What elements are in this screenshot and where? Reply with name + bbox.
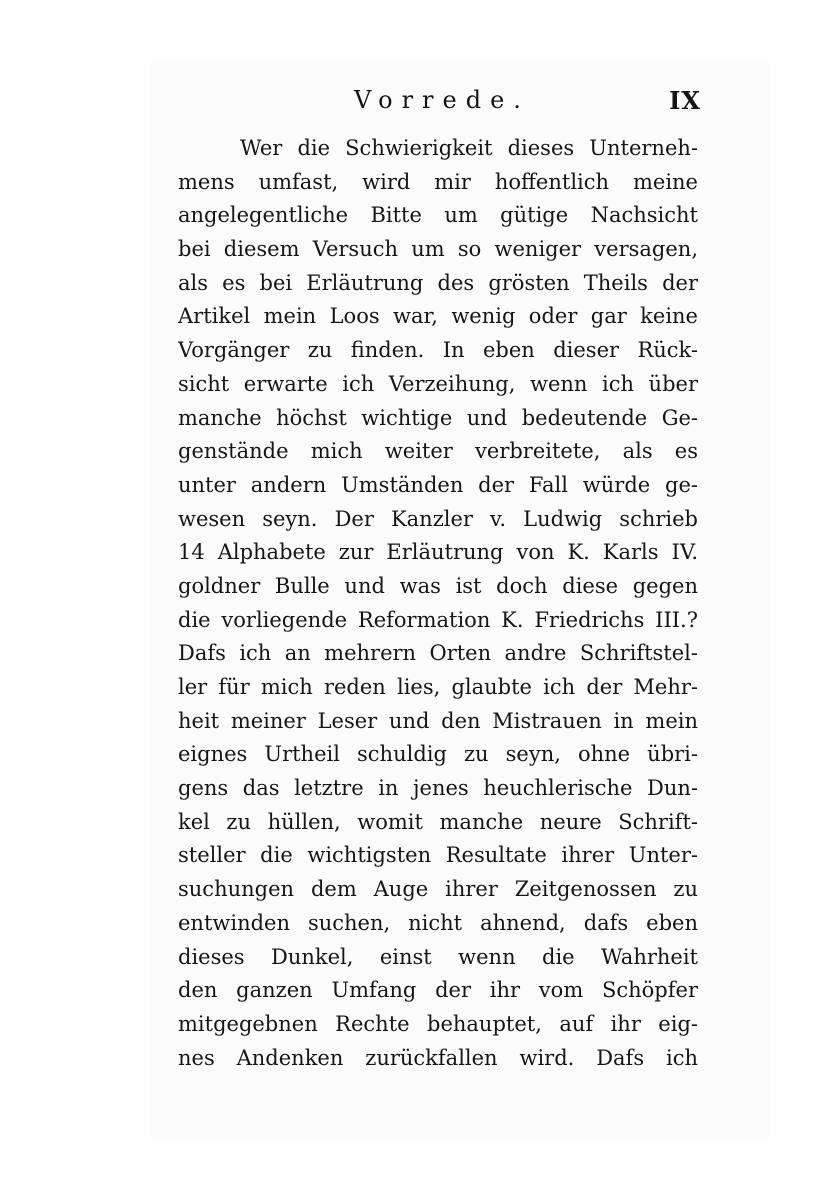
text-line: die vorliegende Reformation K. Friedrichs III.? — [178, 607, 698, 632]
text-line: heit meiner Leser und den Mistrauen in mein — [178, 708, 698, 733]
text-line: genstände mich weiter verbreitete, als es — [178, 439, 698, 464]
text-line: manche höchst wichtige und bedeutende Ge- — [178, 405, 698, 430]
body-text — [178, 132, 698, 1075]
text-line: den ganzen Umfang der ihr vom Schöpfer — [178, 978, 698, 1003]
text-line: 14 Alphabete zur Erläutrung von K. Karls IV. — [178, 540, 698, 565]
text-line: steller die wichtigsten Resultate ihrer Unter- — [178, 843, 698, 868]
page-number: IX — [669, 86, 701, 115]
text-line: goldner Bulle und was ist doch diese gegen — [178, 573, 698, 598]
text-line: bei diesem Versuch um so weniger versagen, — [178, 237, 698, 262]
text-line: Wer die Schwierigkeit dieses Unterneh- — [240, 136, 698, 160]
page-header — [177, 86, 705, 118]
running-title: Vorrede. — [354, 86, 530, 114]
text-line: Dafs ich an mehrern Orten andre Schriftstel- — [178, 641, 698, 666]
text-line: dieses Dunkel, einst wenn die Wahrheit — [178, 944, 698, 969]
text-line: angelegentliche Bitte um gütige Nachsicht — [178, 203, 698, 228]
text-line: suchungen dem Auge ihrer Zeitgenossen zu — [178, 877, 698, 902]
text-line: kel zu hüllen, womit manche neure Schrift- — [178, 809, 698, 834]
text-line: sicht erwarte ich Verzeihung, wenn ich über — [178, 371, 698, 396]
text-line: gens das letztre in jenes heuchlerische Dun- — [178, 776, 698, 801]
text-line: unter andern Umständen der Fall würde ge- — [178, 472, 698, 497]
text-line: ler für mich reden lies, glaubte ich der Mehr- — [178, 675, 698, 699]
text-line: als es bei Erläutrung des grösten Theils der — [178, 270, 698, 295]
text-line: Artikel mein Loos war, wenig oder gar keine — [178, 304, 698, 329]
text-line: mens umfast, wird mir hoffentlich meine — [178, 169, 698, 194]
text-line: entwinden suchen, nicht ahnend, dafs eben — [178, 910, 698, 935]
text-line: wesen seyn. Der Kanzler v. Ludwig schrieb — [178, 506, 698, 531]
text-line: Vorgänger zu finden. In eben dieser Rück- — [178, 338, 698, 363]
text-line: mitgegebnen Rechte behauptet, auf ihr eig- — [178, 1011, 698, 1036]
text-line: eignes Urtheil schuldig zu seyn, ohne übri- — [178, 742, 698, 767]
text-line: nes Andenken zurückfallen wird. Dafs ich — [178, 1045, 698, 1070]
